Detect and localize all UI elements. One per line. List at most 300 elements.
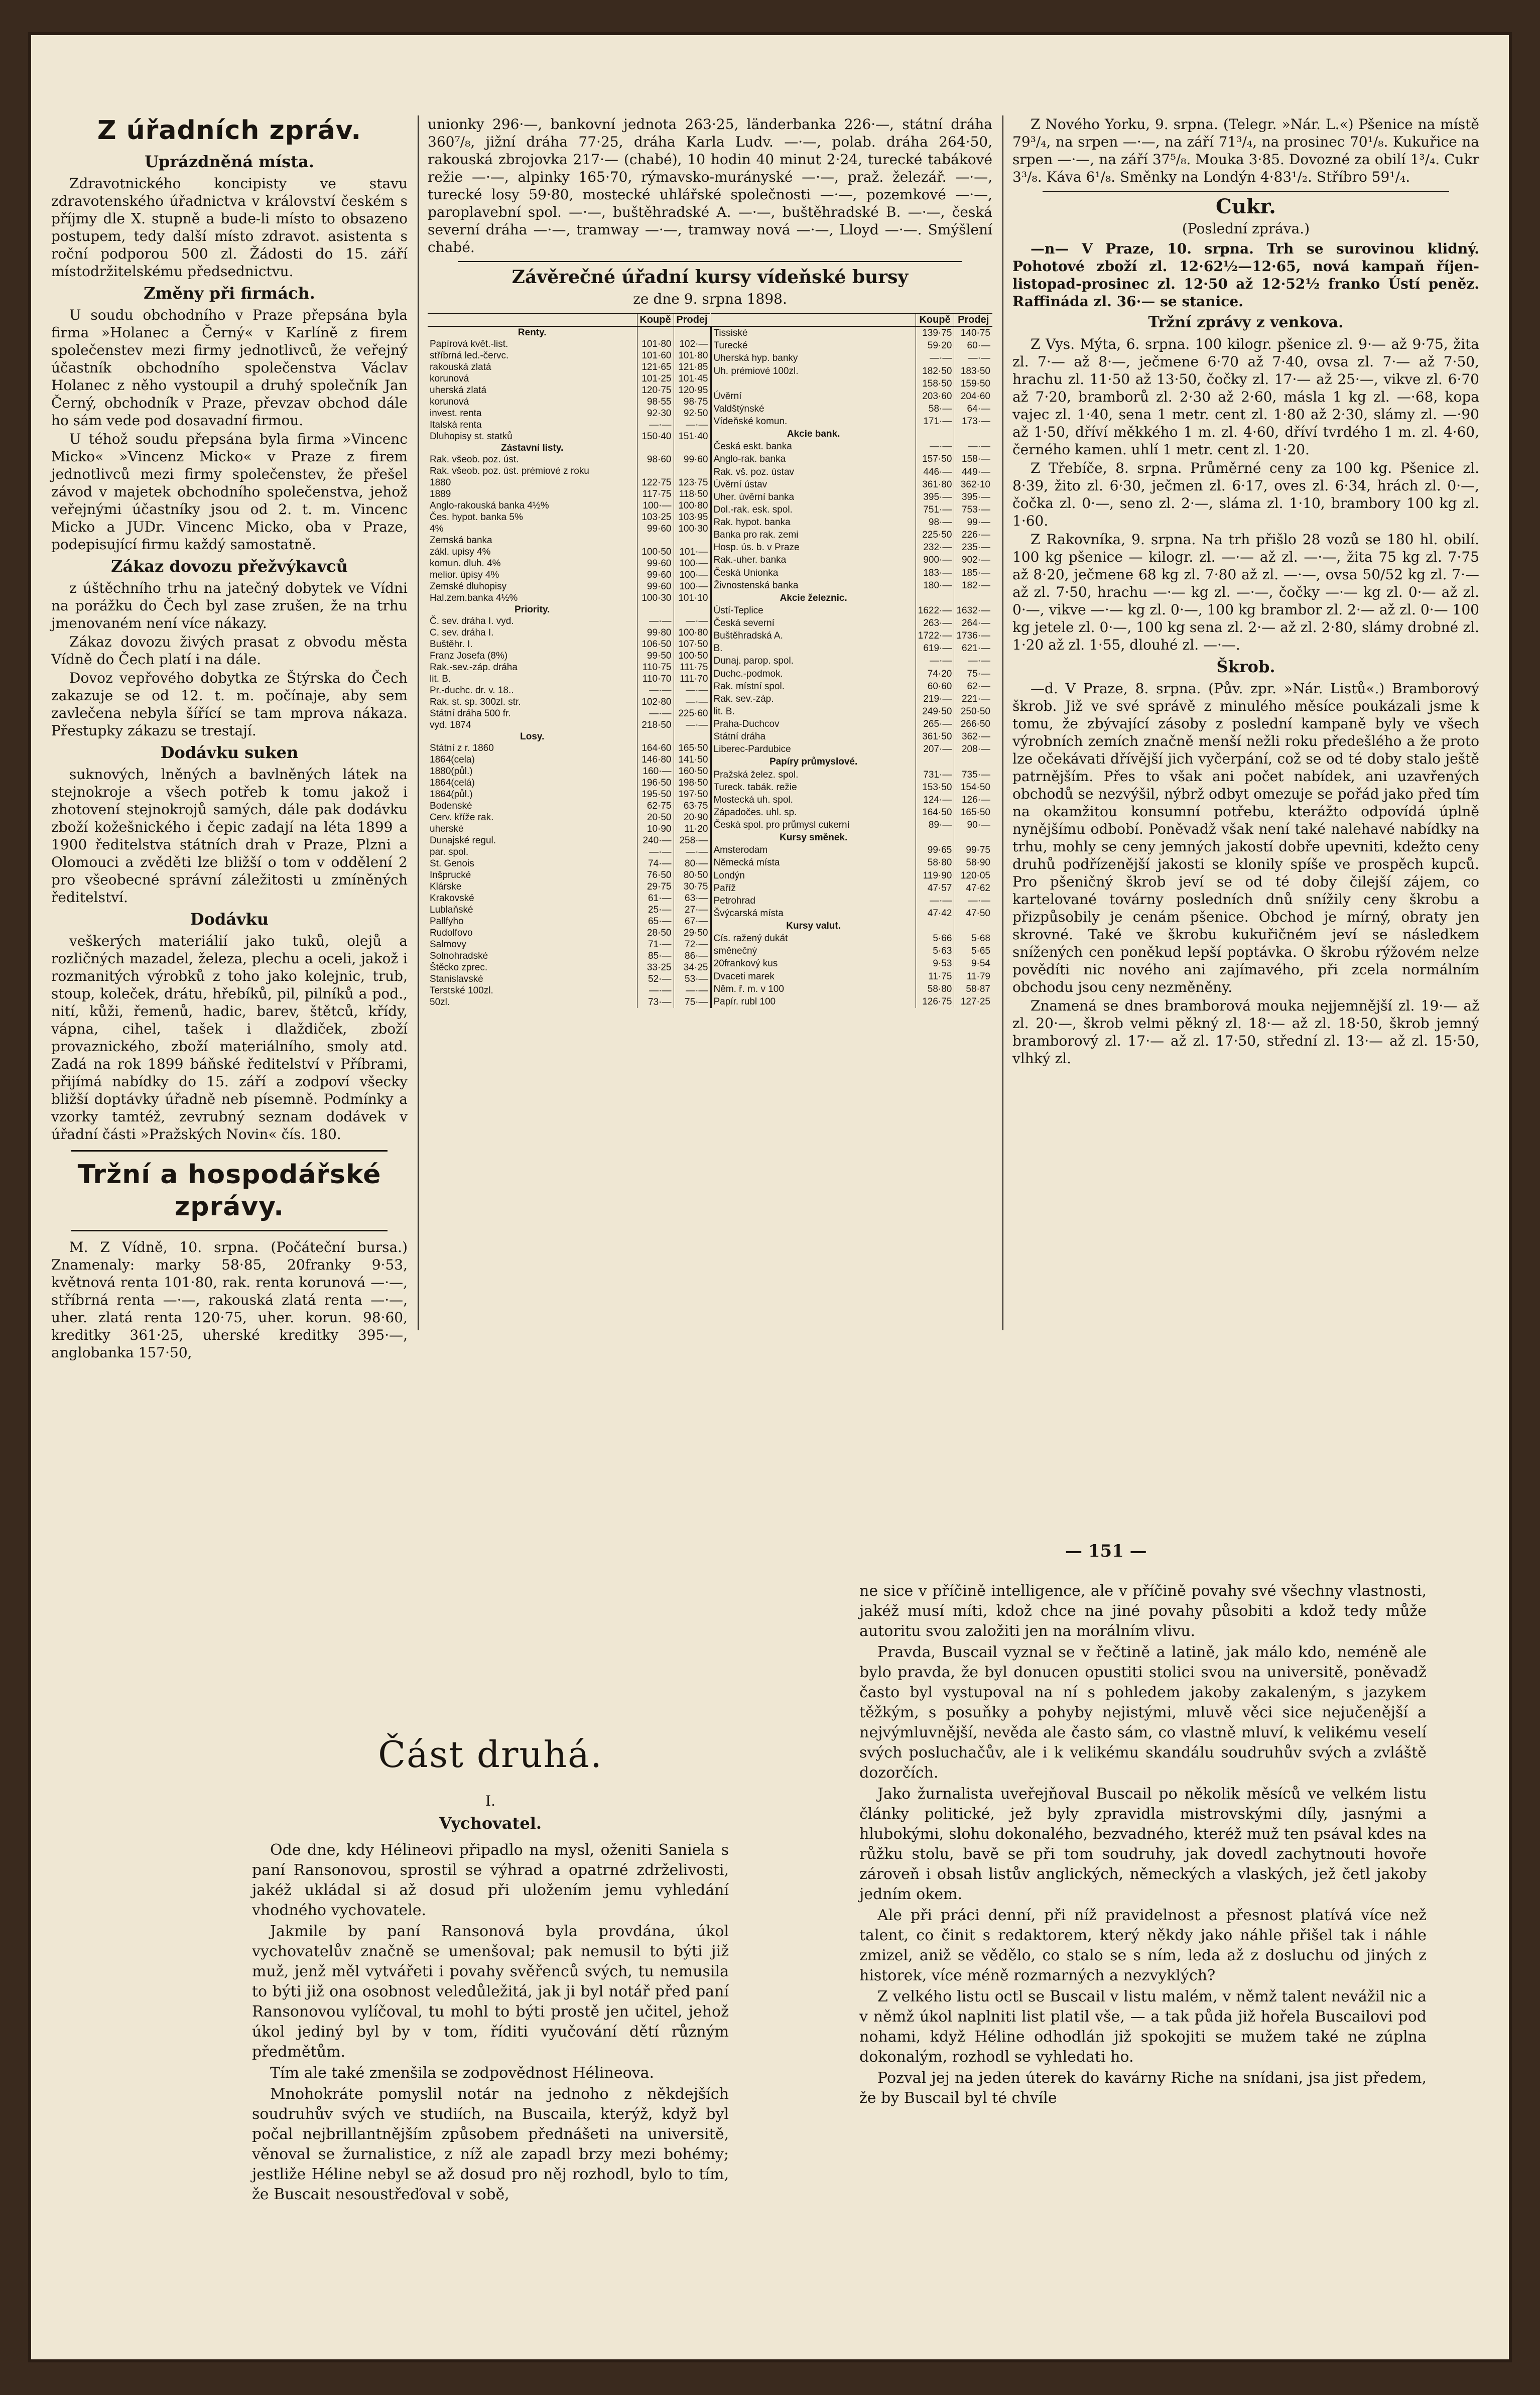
sell-price: 126·— <box>954 794 992 806</box>
buy-price: 58·80 <box>916 856 954 869</box>
security-name: Česká spol. pro průmysl cukerní <box>711 819 916 831</box>
table-row <box>428 465 710 477</box>
buy-price: 98·55 <box>637 396 674 408</box>
paragraph: z úštěchního trhu na jatečný dobytek ve Vídni na porážku do Čech byl zase zrušen, že na trhu jmenovaném není více nákazy. <box>51 580 408 632</box>
table-group-row <box>428 442 710 454</box>
security-name: Londýn <box>711 869 916 881</box>
security-name: Rak. st. sp. 300zl. str. <box>430 697 521 707</box>
paragraph: Z Nového Yorku, 9. srpna. (Telegr. »Nár. L.«) Pšenice na místě 79³/₄, na srpen —·—, na září 71³/₄, na prosinec 70¹/₈. Kukuřice na srpen —·—, na září 37⁵/₈. Mouka 3·85. Dovozné za obilí 1³/₄. Cukr 3³/₈. Káva 6¹/₈. Směnky na Londýn 4·83¹/₂. Stříbro 59¹/₄. <box>1012 116 1479 185</box>
security-name: lit. B. <box>711 705 916 718</box>
table-row <box>711 932 992 945</box>
sell-price: 99·— <box>954 516 992 529</box>
sell-price: 1632·— <box>954 604 992 617</box>
table-row <box>428 858 710 869</box>
security-name: 4% <box>430 524 444 534</box>
table-row <box>711 680 992 693</box>
buy-price: 219·— <box>916 693 954 705</box>
buy-price: 101·80 <box>637 338 674 350</box>
table-row <box>711 364 992 377</box>
table-group-row <box>428 326 710 338</box>
paragraph: Tím ale také zmenšila se zodpovědnost Hélineova. <box>270 2064 655 2082</box>
paragraph: unionky 296·—, bankovní jednota 263·25, länderbanka 226·—, státní dráha 360⁷/₈, jižní dráha 77·25, dráha Karla Ludv. —·—, polab. dráha 264·50, rakouská zbrojovka 217·— (chabé), 10 hodin 40 minut 2·24, turecké tabákové režie —·—, alpinky 165·70, rýmavsko-murányské —·—, praž. železář. —·—, turecké losy 59·80, mostecké uhlářské společnosti —·—, pozemkové —·—, paroplavební spol. —·—, buštěhradské A. —·—, buštěhradské B. —·—, česká severní dráha —·—, tramway —·—, tramway nová —·—, Lloyd —·—. Smýšlení chabé. <box>428 116 992 256</box>
security-name: uherské <box>430 824 464 834</box>
sell-price: —·— <box>674 419 710 431</box>
sell-price: 118·50 <box>674 488 710 500</box>
security-name: Salmovy <box>430 939 466 950</box>
security-name: Rak. místní spol. <box>711 680 916 693</box>
buy-price: 98·60 <box>637 454 674 465</box>
security-name: Klárske <box>430 881 462 892</box>
table-row <box>711 693 992 705</box>
sell-price: 58·90 <box>954 856 992 869</box>
buy-price: 164·60 <box>637 742 674 754</box>
table-row <box>711 491 992 503</box>
sell-price: 185·— <box>954 566 992 579</box>
table-row <box>711 554 992 566</box>
buy-price: 119·90 <box>916 869 954 881</box>
page-number: — 151 — <box>1065 1541 1147 1561</box>
table-row <box>428 939 710 950</box>
buy-price: —·— <box>637 615 674 627</box>
novel-left-column <box>252 1732 729 2206</box>
buy-price: 446·— <box>916 465 954 478</box>
sell-price: 204·60 <box>954 390 992 403</box>
table-row <box>711 819 992 831</box>
buy-price: 182·50 <box>916 364 954 377</box>
column-official-news <box>51 110 408 1362</box>
col-header: Koupě <box>916 314 954 326</box>
buy-price: 71·— <box>637 939 674 950</box>
buy-price: 218·50 <box>637 719 674 731</box>
buy-price: 232·— <box>916 541 954 554</box>
sell-price: 225·60 <box>674 708 710 719</box>
sell-price: 208·— <box>954 743 992 755</box>
paragraph: Z Třebíče, 8. srpna. Průměrné ceny za 100 kg. Pšenice zl. 8·39, žito zl. 6·30, ječmen zl. 6·17, oves zl. 6·34, hrách zl. 0·—, čočka zl. 0·—, seno zl. 2·—, sláma zl. 1·10, brambory 100 kg zl. 1·60. <box>1012 460 1479 529</box>
subheading-vacancies: Uprázdněná místa. <box>145 152 314 171</box>
buy-price: 102·80 <box>637 696 674 708</box>
table-row <box>711 453 992 465</box>
buy-price: 183·— <box>916 566 954 579</box>
sell-price: 86·— <box>674 950 710 962</box>
col-header: Prodej <box>954 314 992 326</box>
buy-price: 58·80 <box>916 983 954 995</box>
security-name: Akcie bank. <box>711 428 916 440</box>
buy-price: 121·65 <box>637 361 674 373</box>
subheading-country-markets: Tržní zprávy z venkova. <box>1148 314 1344 331</box>
sell-price <box>674 465 710 477</box>
buy-price <box>916 920 954 932</box>
buy-price: 110·75 <box>637 662 674 673</box>
table-row <box>711 415 992 428</box>
sell-price: 362·— <box>954 730 992 743</box>
sell-price: 111·70 <box>674 673 710 685</box>
sell-price: 735·— <box>954 768 992 781</box>
security-name: Priority. <box>515 604 550 615</box>
buy-price: 100·— <box>637 500 674 512</box>
table-row <box>428 950 710 962</box>
buy-price: 65·— <box>637 916 674 927</box>
security-name: 1889 <box>430 489 451 499</box>
table-row <box>711 503 992 516</box>
security-name: Lublaňské <box>430 905 473 915</box>
security-name: Rak.-sev.-záp. dráha <box>430 662 518 673</box>
security-name: vyd. 1874 <box>430 720 471 730</box>
table-row <box>428 766 710 777</box>
buy-price: 361·50 <box>916 730 954 743</box>
buy-price <box>637 731 674 742</box>
security-name: St. Genois <box>430 858 474 869</box>
sell-price: 160·50 <box>674 766 710 777</box>
table-row <box>711 440 992 453</box>
sell-price: 101·10 <box>674 592 710 604</box>
table-row <box>711 895 992 907</box>
sell-price: 182·— <box>954 579 992 592</box>
buy-price: 196·50 <box>637 777 674 789</box>
buy-price: 5·63 <box>916 945 954 957</box>
sell-price: 20·90 <box>674 812 710 823</box>
sell-price: 100·— <box>674 558 710 569</box>
security-name: Praha-Duchcov <box>711 718 916 730</box>
buy-price <box>916 831 954 844</box>
paragraph: Jakmile by paní Ransonová byla provdána, úkol vychovatelův značně se umenšoval; pak nemusil to býti již muž, jenž měl vytvářeti i povahy svěřenců svých, tu nemusila to býti již ona osobnost veledůležitá, jak ji byl notář před paní Ransonovou vylíčoval, tu mohl to býti prostě jen učitel, jehož úkol jediný byl by v tom, říditi vyučování dětí různým předmětům. <box>252 1923 729 2061</box>
table-row <box>711 478 992 491</box>
buy-price: 52·— <box>637 973 674 985</box>
buy-price: 25·— <box>637 904 674 916</box>
paragraph: Jako žurnalista uveřejňoval Buscail po několik měsíců ve velkém listu články politické, jež byly zpravidla mistrovskými díly, jasnými a hlubokými, slohu dokonalého, bezvadného, kteréž muž ten psával kdes na růžku stolu, bavě se při tom soudruhy, jak dovedl zachytnouti hovoře zároveň i obsah listův anglických, německých a vlaských, jež četl jakoby jedním okem. <box>859 1785 1427 1903</box>
sell-price: 100·— <box>674 569 710 581</box>
buy-price <box>916 592 954 604</box>
security-name: zákl. upisy 4% <box>430 547 491 557</box>
table-row <box>428 650 710 662</box>
buy-price: 249·50 <box>916 705 954 718</box>
sell-price <box>674 731 710 742</box>
buy-price: 58·— <box>916 403 954 415</box>
table-row <box>428 361 710 373</box>
security-name: Pr.-duchc. dr. v. 18.. <box>430 685 514 696</box>
security-name: Buštěhr. I. <box>430 639 473 650</box>
security-name: lit. B. <box>430 674 451 684</box>
sell-price: 30·75 <box>674 881 710 893</box>
table-row <box>428 454 710 465</box>
buy-price: —·— <box>637 685 674 696</box>
buy-price: 203·60 <box>916 390 954 403</box>
exchange-date: ze dne 9. srpna 1898. <box>633 291 787 307</box>
table-row <box>428 962 710 973</box>
sell-price: 100·30 <box>674 523 710 535</box>
table-row <box>428 696 710 708</box>
paragraph: U téhož soudu přepsána byla firma »Vincenc Micko« »Vincenz Micko« v Praze z firem jednotlivců mezi firmy společenstev, že přešel závod v majetek obchodního společenstva, jehož veřejnými účastníky jsou od 2. t. m. Vincenc Micko a JUDr. Vincenc Micko, oba v Praze, podepisující firmu každý samostatně. <box>51 431 408 553</box>
sell-price: 621·— <box>954 642 992 655</box>
buy-price: 5·66 <box>916 932 954 945</box>
security-name: 1864(celá) <box>430 778 475 788</box>
table-row <box>428 881 710 893</box>
sell-price: —·— <box>674 615 710 627</box>
sell-price: 165·50 <box>674 742 710 754</box>
subheading-import-ban: Zákaz dovozu přežvýkavců <box>111 557 348 576</box>
table-row <box>428 396 710 408</box>
table-row <box>428 662 710 673</box>
buy-price: 47·57 <box>916 882 954 895</box>
table-row <box>428 546 710 558</box>
security-name: Pražská želez. spol. <box>711 768 916 781</box>
sell-price: 103·95 <box>674 512 710 523</box>
table-row <box>711 403 992 415</box>
table-row <box>428 742 710 754</box>
table-row <box>428 708 710 719</box>
security-name: 1864(půl.) <box>430 789 473 800</box>
table-row <box>428 916 710 927</box>
table-group-row <box>711 428 992 440</box>
security-name: Rak. sev.-záp. <box>711 693 916 705</box>
table-row <box>428 777 710 789</box>
security-name: Úvěrní <box>711 390 916 403</box>
sell-price: —·— <box>954 895 992 907</box>
buy-price: 74·— <box>637 858 674 869</box>
paragraph: U soudu obchodního v Praze přepsána byla firma »Holanec a Černý« v Karlíně z firem společenstev mezi firmy jednotlivců, že veřejný účastník obchodního společenstva Václav Holanec z něho vystoupil a druhý společník Jan Černý, obchodník v Praze, převzav obchod dále ho sám vede pod dosavadní firmou. <box>51 307 408 429</box>
sell-price <box>674 326 710 338</box>
exchange-table-right <box>710 313 993 1008</box>
sell-price: 5·68 <box>954 932 992 945</box>
buy-price <box>637 326 674 338</box>
table-row <box>428 719 710 731</box>
sell-price: 99·75 <box>954 844 992 856</box>
paragraph: Znamená se dnes bramborová mouka nejjemnější zl. 19·— až zl. 20·—, škrob velmi pěkný zl. 18·— až zl. 18·50, škrob jemný bramborový zl. 17·— až zl. 17·50, střední zl. 13·— až zl. 15·50, vlhký zl. <box>1012 997 1479 1067</box>
buy-price: 99·60 <box>637 569 674 581</box>
paragraph: Ale při práci denní, při níž pravidelnost a přesnost platívá více než talent, co činit s redaktorem, který někdy jako náhle přišel tak i náhle zmizel, aniž se vědělo, co stalo se s ním, leda až z dosluchu od jiných z historek, více méně rozmarných a nezvyklých? <box>859 1907 1427 1984</box>
table-row <box>428 627 710 639</box>
sell-price: 100·50 <box>674 650 710 662</box>
buy-price: 10·90 <box>637 823 674 835</box>
sell-price: 902·— <box>954 554 992 566</box>
table-row <box>711 617 992 629</box>
security-name: Valdštýnské <box>711 403 916 415</box>
security-name: Tureck. tabák. režie <box>711 781 916 794</box>
security-name: Paříž <box>711 882 916 895</box>
table-row <box>711 781 992 794</box>
table-row <box>711 629 992 642</box>
table-row <box>711 465 992 478</box>
table-row <box>428 581 710 592</box>
sell-price: 264·— <box>954 617 992 629</box>
security-name: Terstské 100zl. <box>430 985 493 996</box>
table-row <box>428 535 710 546</box>
sell-price: 62·— <box>954 680 992 693</box>
table-row <box>428 800 710 812</box>
security-name: Amsterodam <box>711 844 916 856</box>
subheading-supply: Dodávku <box>190 910 269 929</box>
sell-price: —·— <box>674 685 710 696</box>
buy-price: 33·25 <box>637 962 674 973</box>
security-name: Štěcko zprec. <box>430 962 488 973</box>
security-name: Solnohradské <box>430 951 488 961</box>
buy-price: 62·75 <box>637 800 674 812</box>
sell-price: 183·50 <box>954 364 992 377</box>
sell-price: 72·— <box>674 939 710 950</box>
sell-price: 395·— <box>954 491 992 503</box>
security-name: Dvaceti marek <box>711 970 916 982</box>
security-name: Rak. vš. poz. ústav <box>711 465 916 478</box>
sell-price: 27·— <box>674 904 710 916</box>
sell-price: 449·— <box>954 465 992 478</box>
table-group-row <box>428 604 710 615</box>
subheading-firm-changes: Změny při firmách. <box>144 284 315 303</box>
buy-price: 117·75 <box>637 488 674 500</box>
security-name: Hal.zem.banka 4½% <box>430 593 518 603</box>
buy-price: 29·75 <box>637 881 674 893</box>
sell-price: 5·65 <box>954 945 992 957</box>
paragraph: —d. V Praze, 8. srpna. (Pův. zpr. »Nár. Listů«.) Bramborový škrob. Již ve své správě z minulého měsíce poukázali jsme k tomu, že zbývající zásoby z poslední kampaně byly ve všech výrobních zemích značně menší nežli roku předešlého a že proto lze očekávati dřívější jich vyčerpání, což se od té doby stalo ještě patrnějším. Přes to však ani počet nabídek, ani uzavřených obchodů se nezvýšil, nýbrž odbyt omezuje se pořád jako před tím na okamžitou konsumní potřebu, kterážto odpovídá úplně nynějšímu odbobí. Poněvadž však není také nalehavé nabídky na trhu, mohly se ceny jemných jakostí dobře upevniti, kdežto ceny druhů podřízenější jakosti se klonily spíše ve prospěch kupců. Pro pšeničný škrob jeví se od té doby čilejší zájem, co kartelované továrny posledních dnů snížily ceny škrobu a přizpůsobily je cenám pšenice. Obchod je mírný, obraty jen skrovné. Také ve škrobu kukuřičném jeví se následkem snížených cen poněkud lepší poptávka. O škrobu rýžovém nelze povědíti nic nového ani zajímavého, při zcela normálním obchodu jsou ceny nezměněny. <box>1012 680 1479 995</box>
buy-price: 101·60 <box>637 350 674 361</box>
buy-price: 122·75 <box>637 477 674 488</box>
table-row <box>428 789 710 800</box>
heading-market-news: Tržní a hospodářské zprávy. <box>77 1160 381 1222</box>
security-name: Dunaj. parop. spol. <box>711 655 916 667</box>
security-name: rakouská zlatá <box>430 362 491 372</box>
table-row <box>428 385 710 396</box>
exchange-table <box>428 313 992 1008</box>
table-group-row <box>428 731 710 742</box>
table-row <box>428 812 710 823</box>
table-row <box>711 642 992 655</box>
sell-price: 151·40 <box>674 431 710 442</box>
sell-price: 120·95 <box>674 385 710 396</box>
buy-price: 101·25 <box>637 373 674 385</box>
sell-price <box>954 920 992 932</box>
security-name: korunová <box>430 397 469 407</box>
buy-price: —·— <box>916 655 954 667</box>
security-name: Státní dráha <box>711 730 916 743</box>
buy-price: 74·20 <box>916 667 954 680</box>
subheading-cloth-supply: Dodávku suken <box>160 743 299 762</box>
security-name: Uher. úvěrní banka <box>711 491 916 503</box>
divider <box>71 1230 388 1231</box>
sell-price <box>674 535 710 546</box>
security-name: Anglo-rakouská banka 4½% <box>430 500 549 511</box>
heading-starch: Škrob. <box>1216 657 1275 676</box>
sell-price: 127·25 <box>954 995 992 1008</box>
sell-price <box>954 428 992 440</box>
security-name: Hosp. ús. b. v Praze <box>711 541 916 554</box>
security-name: Cerv. kříže rak. <box>430 812 494 823</box>
security-name: Dluhopisy st. statků <box>430 431 512 442</box>
table-group-row <box>711 831 992 844</box>
buy-price: 99·60 <box>637 558 674 569</box>
sell-price: 34·25 <box>674 962 710 973</box>
sell-price: —·— <box>954 352 992 364</box>
buy-price: 98·— <box>916 516 954 529</box>
sell-price: —·— <box>954 655 992 667</box>
table-row <box>711 856 992 869</box>
exchange-table-left <box>428 313 710 1008</box>
security-name: stříbrná led.-červc. <box>430 350 509 361</box>
paragraph: Zdravotnického koncipisty ve stavu zdravotenského úřadnictva v království českém s příjmy dle X. stupně a bude-li místo to obsazeno postupem, tedy další místo zdravot. asistenta s roční podporou 500 zl. Žádosti do 15. září místodržitelskému předsednictvu. <box>51 175 408 280</box>
security-name: Krakovské <box>430 893 474 904</box>
col-header: Prodej <box>674 314 710 326</box>
paragraph: Zákaz dovozu živých prasat z obvodu města Vídně do Čech platí i na dále. <box>51 634 408 668</box>
paragraph: ne sice v příčině intelligence, ale v příčině povahy své všechny vlastnosti, jakéž musí míti, kdož chce na jiné povahy působiti a kdož tedy může autoritu svou založiti jen na morálním vlivu. <box>859 1582 1427 1640</box>
table-row <box>711 806 992 819</box>
table-row <box>711 529 992 541</box>
buy-price: 106·50 <box>637 639 674 650</box>
table-row <box>428 835 710 846</box>
divider <box>458 261 962 262</box>
buy-price <box>637 604 674 615</box>
sell-price: 165·50 <box>954 806 992 819</box>
table-row <box>711 604 992 617</box>
table-row <box>428 846 710 858</box>
security-name: Česká severní <box>711 617 916 629</box>
paragraph: —n— V Praze, 10. srpna. Trh se surovinou klidný. Pohotové zboží zl. 12·62½—12·65, nová kampaň říjen-listopad-prosinec zl. 12·50 až 12·52½ franko Ústí peněz. Raffináda zl. 36·— se stanice. <box>1012 240 1479 310</box>
table-row <box>428 558 710 569</box>
sell-price: 235·— <box>954 541 992 554</box>
security-name: Akcie železnic. <box>711 592 916 604</box>
buy-price: 150·40 <box>637 431 674 442</box>
buy-price <box>916 428 954 440</box>
table-row <box>428 408 710 419</box>
sell-price: 101·— <box>674 546 710 558</box>
column-vienna-exchange <box>428 115 992 1008</box>
sell-price: 266·50 <box>954 718 992 730</box>
security-name: Buštěhradská A. <box>711 629 916 642</box>
security-name: Anglo-rak. banka <box>711 453 916 465</box>
buy-price: 92·30 <box>637 408 674 419</box>
buy-price: 164·50 <box>916 806 954 819</box>
security-name: Liberec-Pardubice <box>711 743 916 755</box>
buy-price: 126·75 <box>916 995 954 1008</box>
table-row <box>711 970 992 982</box>
security-name: uherská zlatá <box>430 385 487 396</box>
security-name: Česká eskt. banka <box>711 440 916 453</box>
buy-price: 60·60 <box>916 680 954 693</box>
buy-price: —·— <box>637 985 674 996</box>
table-row <box>711 326 992 339</box>
table-row <box>711 516 992 529</box>
table-group-row <box>711 755 992 768</box>
sell-price <box>954 755 992 768</box>
sell-price: 47·50 <box>954 907 992 920</box>
sell-price: 92·50 <box>674 408 710 419</box>
security-name: Uherská hyp. banky <box>711 352 916 364</box>
paragraph: Z Rakovníka, 9. srpna. Na trh přišlo 28 vozů se 180 hl. obilí. 100 kg pšenice — kilogr. zl. —·— až zl. —·—, žita 75 kg zl. 7·75 až 8·20, ječmene 68 kg zl. 7·80 až zl. —·—, ovsa 50/52 kg zl. 7·— až zl. 7·50, hrachu —·— kg zl. —·—, čočky —·— kg zl. 0·— až zl. 0·—, vikve —·— kg zl. 0·—, 100 kg brambor zl. 2·— až zl. 0·— 100 kg jetele zl. 0·—, 100 kg sena zl. 2·— až zl. 2·80, slámy drobné zl. 1·20 až zl. 1·55, dlouhé zl. —·—. <box>1012 531 1479 653</box>
sell-price: 154·50 <box>954 781 992 794</box>
security-name: Mostecká uh. spol. <box>711 794 916 806</box>
buy-price: 395·— <box>916 491 954 503</box>
paragraph: Z Vys. Mýta, 6. srpna. 100 kilogr. pšenice zl. 9·— až 9·75, žita zl. 7·— až 8·—, ječmene 6·70 až 7·40, ovsa zl. 7·— až 7·50, hrachu zl. 11·50 až 13·50, čočky zl. 17·— až 25·—, vikve zl. 6·70 až 7·20, bramborů zl. 2·30 až 2·60, másla 1 kg zl. —·68, kopa vajec zl. 1·40, sena 1 metr. cent zl. 1·80 až 2·30, slámy zl. —·90 až 1·50, dříví měkkého 1 m. zl. 4·60, dříví tvrdého 1 m. zl. 4·60, černého kamen. uhlí 1 metr. cent zl. 1·20. <box>1012 336 1479 458</box>
security-name: Něm. ř. m. v 100 <box>711 983 916 995</box>
buy-price: 47·42 <box>916 907 954 920</box>
buy-price: 160·— <box>637 766 674 777</box>
security-name: Bodenské <box>430 801 472 811</box>
security-name <box>711 377 916 390</box>
sell-price: 102·— <box>674 338 710 350</box>
security-name: Dunajské regul. <box>430 835 496 846</box>
table-row <box>711 579 992 592</box>
table-row <box>428 639 710 650</box>
security-name: Západočes. uhl. sp. <box>711 806 916 819</box>
security-name: Zemské dluhopisy <box>430 581 507 592</box>
sell-price: 140·75 <box>954 326 992 339</box>
security-name: komun. dluh. 4% <box>430 558 501 569</box>
sell-price: 58·87 <box>954 983 992 995</box>
security-name: Renty. <box>518 327 547 338</box>
sell-price: 67·— <box>674 916 710 927</box>
table-row <box>428 754 710 766</box>
sell-price: —·— <box>674 696 710 708</box>
table-row <box>428 350 710 361</box>
security-name: B. <box>711 642 916 655</box>
security-name: Úvěrní ústav <box>711 478 916 491</box>
buy-price: 731·— <box>916 768 954 781</box>
